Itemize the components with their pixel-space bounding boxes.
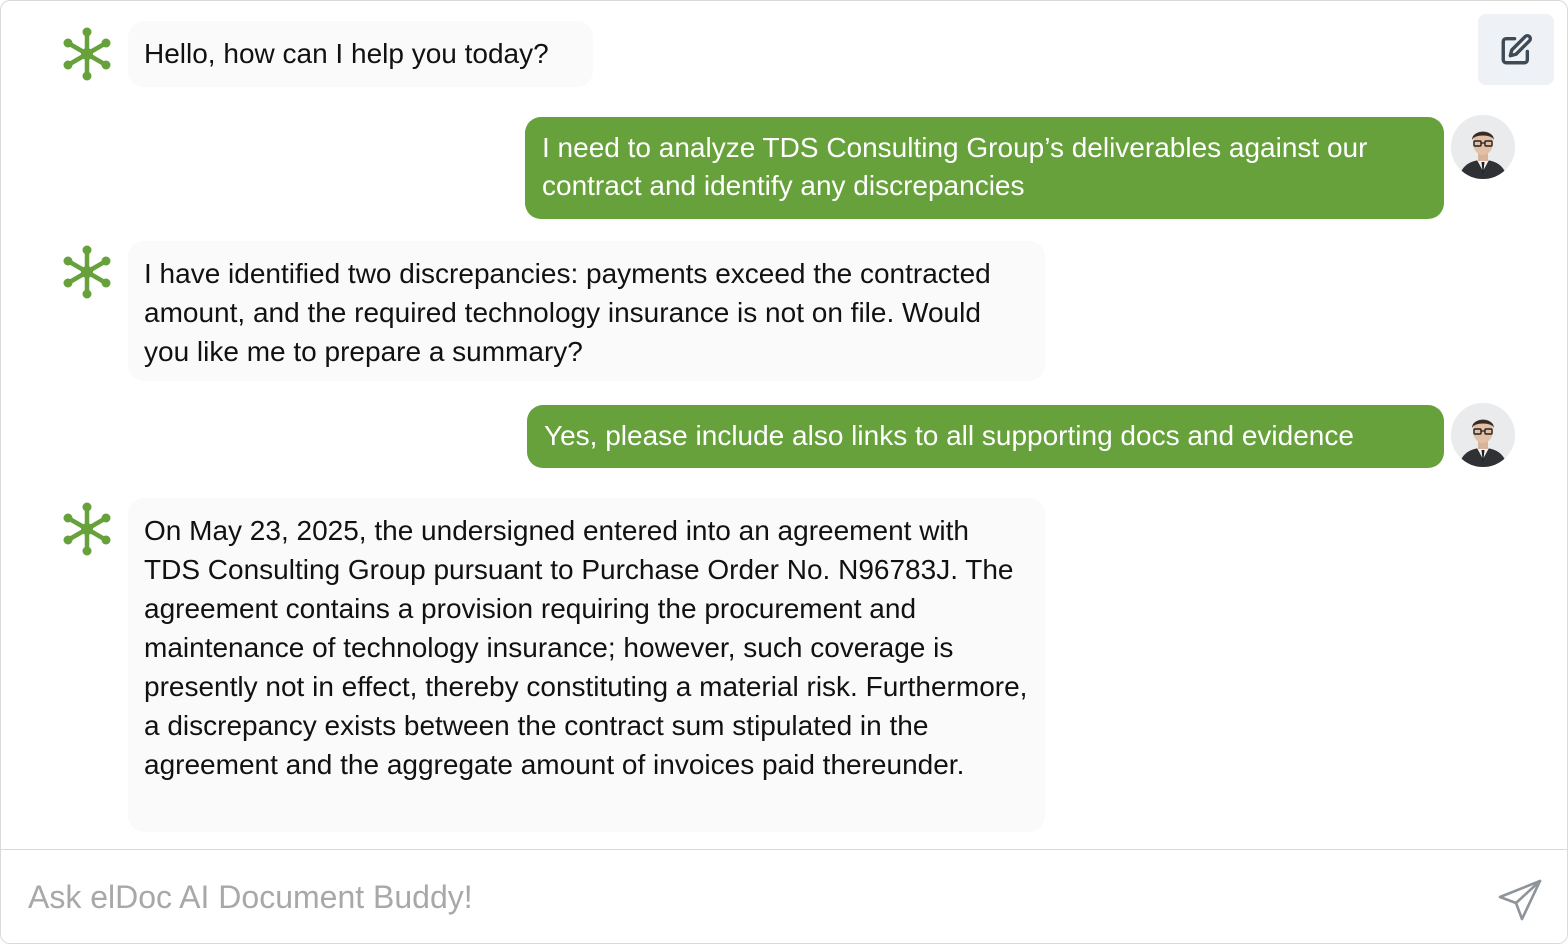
message-text: Yes, please include also links to all supporting docs and evidence	[544, 420, 1354, 451]
bot-avatar-icon	[59, 244, 115, 300]
bot-avatar-icon	[59, 501, 115, 557]
user-message	[525, 117, 1444, 219]
user-avatar	[1451, 403, 1515, 467]
message-text: I need to analyze TDS Consulting Group’s deliverables against our contract and identify any discrepancies	[542, 132, 1368, 201]
message-text: Hello, how can I help you today?	[144, 38, 549, 69]
user-message	[527, 405, 1444, 468]
user-avatar	[1451, 115, 1515, 179]
composer	[1, 849, 1567, 944]
chat-input[interactable]	[28, 874, 1448, 920]
assistant-message	[128, 21, 593, 87]
bot-avatar-icon	[59, 26, 115, 82]
message-text: On May 23, 2025, the undersigned entered into an agreement with TDS Consulting Group pursuant to Purchase Order No. N96783J. The agreement contains a provision requiring the procurement and maintenance of technology insurance; however, such coverage is presently not in effect, thereby constituting a material risk. Furthermore, a discrepancy exists between the contract sum stipulated in the agreement and the aggregate amount of invoices paid thereunder.	[144, 515, 1028, 780]
new-chat-button[interactable]	[1478, 14, 1554, 85]
edit-icon	[1499, 33, 1533, 67]
send-icon[interactable]	[1496, 876, 1544, 924]
assistant-message	[128, 498, 1045, 832]
message-text: I have identified two discrepancies: payments exceed the contracted amount, and the required technology insurance is not on file. Would you like me to prepare a summary?	[144, 258, 991, 367]
message-list	[1, 1, 1567, 849]
assistant-message	[128, 241, 1045, 381]
